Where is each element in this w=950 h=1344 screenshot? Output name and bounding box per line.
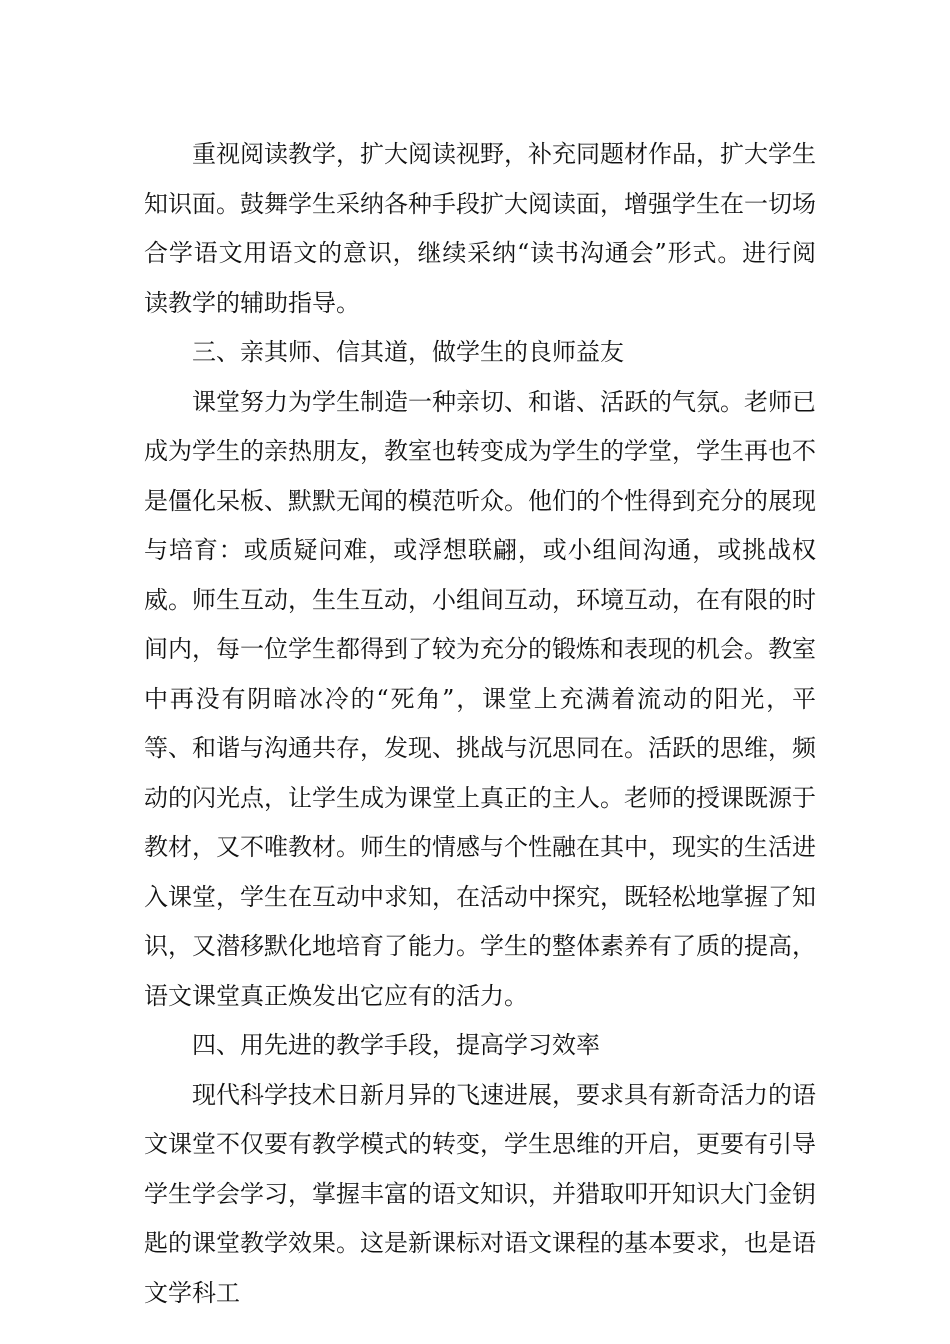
section-heading-3: 三、亲其师、信其道，做学生的良师益友	[192, 338, 624, 366]
paragraph-reading-teaching: 重视阅读教学，扩大阅读视野，补充同题材作品，扩大学生知识面。鼓舞学生采纳各种手段扩大阅读面，增强学生在一切场合学语文用语文的意识，继续采纳“读书沟通会”形式。进行阅读教学的辅助指导。	[144, 140, 816, 317]
paragraph-modern-technology: 现代科学技术日新月异的飞速进展，要求具有新奇活力的语文课堂不仅要有教学模式的转变，学生思维的开启，更要有引导学生学会学习，掌握丰富的语文知识，并猎取叩开知识大门金钥匙的课堂教学效果。这是新课标对语文课程的基本要求，也是语文学科工	[144, 1080, 816, 1307]
paragraph-classroom-atmosphere: 课堂努力为学生制造一种亲切、和谐、活跃的气氛。老师已成为学生的亲热朋友，教室也转变成为学生的学堂，学生再也不是僵化呆板、默默无闻的模范听众。他们的个性得到充分的展现与培育：或质疑问难，或浮想联翩，或小组间沟通，或挑战权威。师生互动，生生互动，小组间互动，环境互动，在有限的时间内，每一位学生都得到了较为充分的锻炼和表现的机会。教室中再没有阴暗冰冷的“死角”，课堂上充满着流动的阳光，平等、和谐与沟通共存，发现、挑战与沉思同在。活跃的思维，频动的闪光点，让学生成为课堂上真正的主人。老师的授课既源于教材，又不唯教材。师生的情感与个性融在其中，现实的生活进入课堂，学生在互动中求知，在活动中探究，既轻松地掌握了知识，又潜移默化地培育了能力。学生的整体素养有了质的提高，语文课堂真正焕发出它应有的活力。	[144, 387, 816, 1010]
section-heading-4: 四、用先进的教学手段，提高学习效率	[192, 1031, 600, 1059]
document-body	[144, 130, 816, 1318]
